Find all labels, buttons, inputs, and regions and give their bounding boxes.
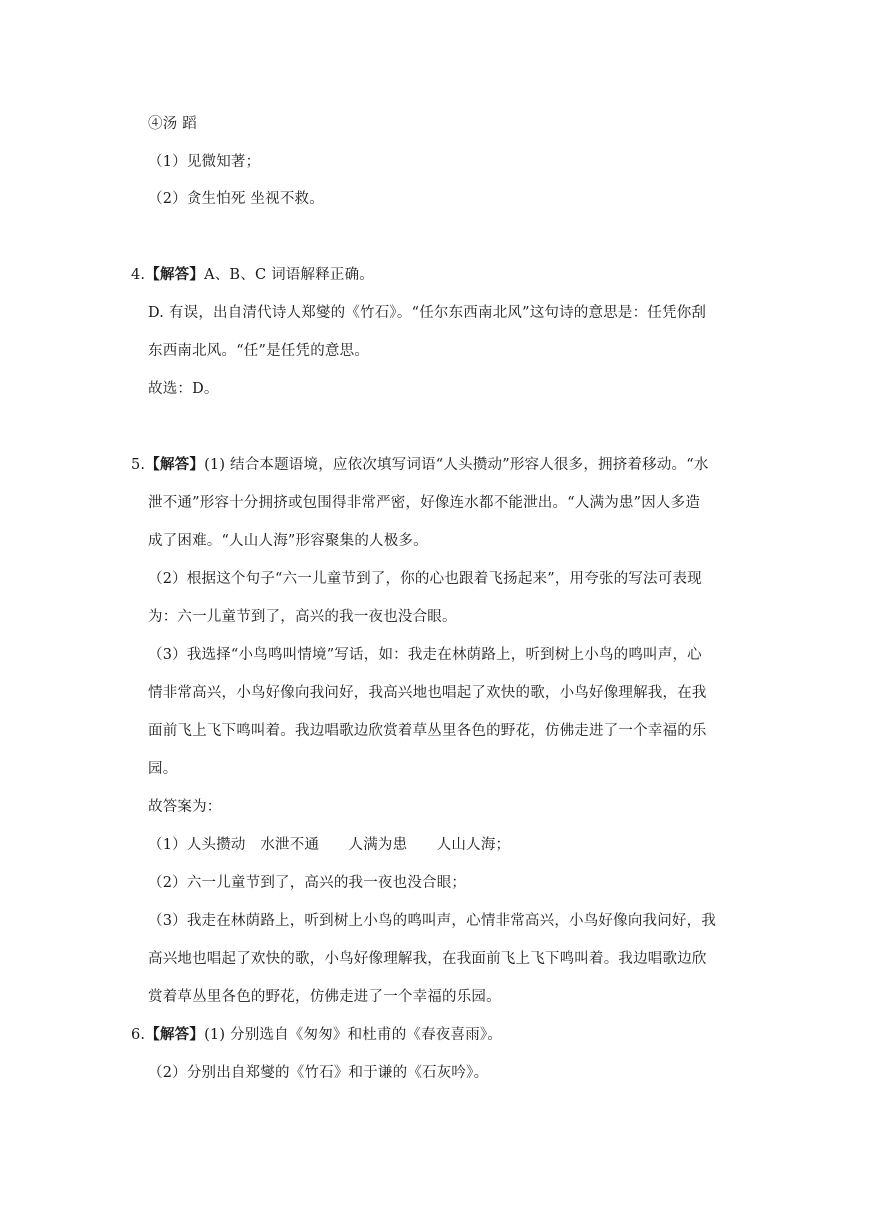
answer-line: 故选：D。: [148, 381, 219, 397]
answer-line: 园。: [148, 761, 178, 777]
answer-item-4: ④汤 蹈: [148, 116, 197, 132]
question-number: 5.: [131, 457, 146, 473]
question-4-header: [131, 265, 374, 285]
answer-first-line: A、B、C 词语解释正确。: [204, 267, 374, 283]
answer-line: 高兴地也唱起了欢快的歌，小鸟好像理解我，在我面前飞上飞下鸣叫着。我边唱歌边欣: [148, 951, 707, 967]
answer-line: 成了困难。“人山人海”形容聚集的人极多。: [148, 533, 428, 549]
answer-line: D. 有误，出自清代诗人郑燮的《竹石》。“任尔东西南北风”这句诗的意思是：任凭你刮: [148, 305, 707, 321]
answer-tag: 【解答】: [145, 1026, 205, 1043]
answer-line: （1）人头攒动 水泄不通 人满为患 人山人海；: [148, 837, 511, 853]
answer-first-line: (1) 分别选自《匆匆》和杜甫的《春夜喜雨》。: [204, 1027, 503, 1043]
answer-tag: 【解答】: [145, 266, 205, 283]
answer-line: （2）根据这个句子“六一儿童节到了，你的心也跟着飞扬起来”，用夸张的写法可表现: [148, 571, 702, 587]
answer-line: 情非常高兴，小鸟好像向我问好，我高兴地也唱起了欢快的歌，小鸟好像理解我，在我: [148, 685, 707, 701]
answer-tag: 【解答】: [145, 456, 205, 473]
answer-line: （2）贪生怕死 坐视不救。: [148, 191, 324, 207]
question-6-header: [131, 1025, 502, 1045]
answer-line: 东西南北风。“任”是任凭的意思。: [148, 343, 370, 359]
answer-line: 为：六一儿童节到了，高兴的我一夜也没合眼。: [148, 609, 457, 625]
answer-line: 泄不通”形容十分拥挤或包围得非常严密，好像连水都不能泄出。“人满为患”因人多造: [148, 495, 701, 511]
answer-line: （3）我走在林荫路上，听到树上小鸟的鸣叫声，心情非常高兴，小鸟好像向我问好，我: [148, 913, 717, 929]
answer-line: 故答案为：: [148, 799, 222, 815]
answer-line: （2）六一儿童节到了，高兴的我一夜也没合眼；: [148, 875, 467, 891]
answer-line: （2）分别出自郑燮的《竹石》和于谦的《石灰吟》。: [148, 1065, 489, 1081]
question-number: 6.: [131, 1027, 146, 1043]
answer-line: （3）我选择“小鸟鸣叫情境”写话，如：我走在林荫路上，听到树上小鸟的鸣叫声，心: [148, 647, 702, 663]
answer-line: （1）见微知著；: [148, 154, 261, 170]
answer-line: 面前飞上飞下鸣叫着。我边唱歌边欣赏着草丛里各色的野花，仿佛走进了一个幸福的乐: [148, 723, 707, 739]
answer-line: 赏着草丛里各色的野花，仿佛走进了一个幸福的乐园。: [148, 989, 501, 1005]
answer-first-line: (1) 结合本题语境，应依次填写词语“人头攒动”形容人很多，拥挤着移动。“水: [204, 457, 709, 473]
question-5-header: [131, 455, 709, 475]
question-number: 4.: [131, 267, 146, 283]
